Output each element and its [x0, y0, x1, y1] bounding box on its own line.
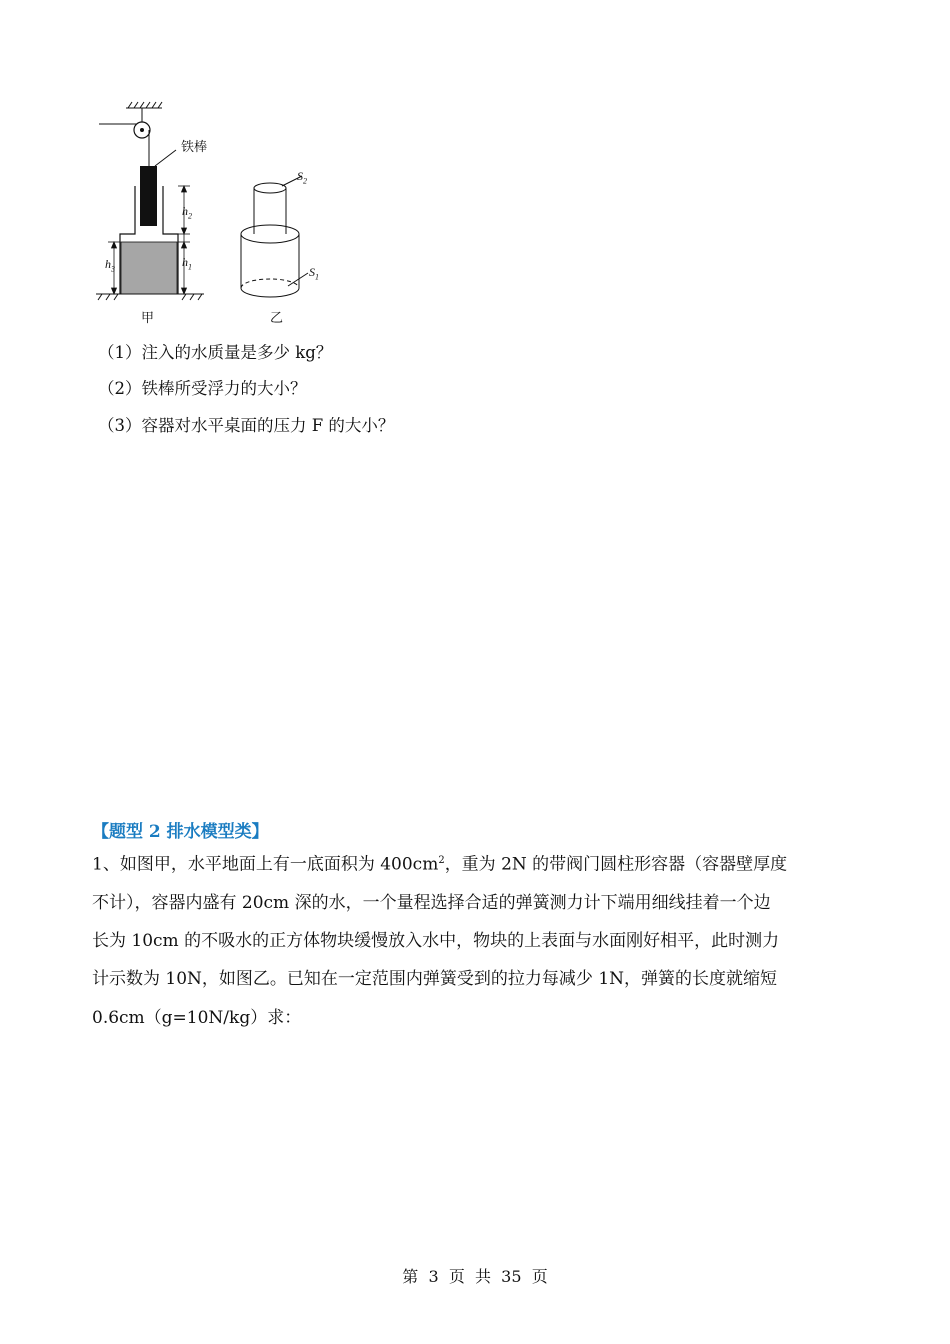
page-number: 第 3 页 共 35 页 — [402, 1267, 548, 1286]
h1-label: $h_1$ — [182, 255, 192, 272]
question-1: （1）注入的水质量是多少 kg？ — [98, 343, 333, 362]
problem-line-4: 计示数为 10N，如图乙。已知在一定范围内弹簧受到的拉力每减少 1N，弹簧的长度就缩短 — [92, 969, 778, 989]
problem-line-3: 长为 10cm 的不吸水的正方体物块缓慢放入水中，物块的上表面与水面刚好相平，此时测力 — [92, 931, 780, 951]
water — [121, 242, 177, 294]
rod-label: 铁棒 — [181, 140, 208, 155]
s1-label: $S_1$ — [309, 265, 319, 282]
section-heading: 【题型 2 排水模型类】 — [92, 822, 269, 842]
caption-b: 乙 — [270, 311, 284, 326]
h2-label: $h_2$ — [182, 204, 192, 221]
problem-line-2: 不计），容器内盛有 20cm 深的水，一个量程选择合适的弹簧测力计下端用细线挂着一个边 — [92, 893, 771, 913]
question-3: （3）容器对水平桌面的压力 F 的大小？ — [98, 416, 395, 435]
problem-line-5: 0.6cm（g=10N/kg）求： — [92, 1008, 302, 1028]
problem-line-1: 1、如图甲，水平地面上有一底面积为 $400cm^2$，重为 2N 的带阀门圆柱形容器（容器壁厚度 — [92, 854, 788, 875]
ground-hatch — [96, 294, 204, 300]
s2-label: $S_2$ — [297, 169, 307, 186]
iron-rod — [140, 166, 157, 226]
stepped-cylinder — [241, 176, 308, 297]
physics-figure — [92, 98, 342, 330]
figure-drawing — [92, 98, 342, 330]
h3-label: $h_3$ — [105, 257, 115, 274]
question-2: （2）铁棒所受浮力的大小？ — [98, 379, 307, 398]
caption-a: 甲 — [141, 311, 155, 326]
ceiling-hatch — [126, 102, 162, 122]
page-footer — [0, 1264, 950, 1287]
